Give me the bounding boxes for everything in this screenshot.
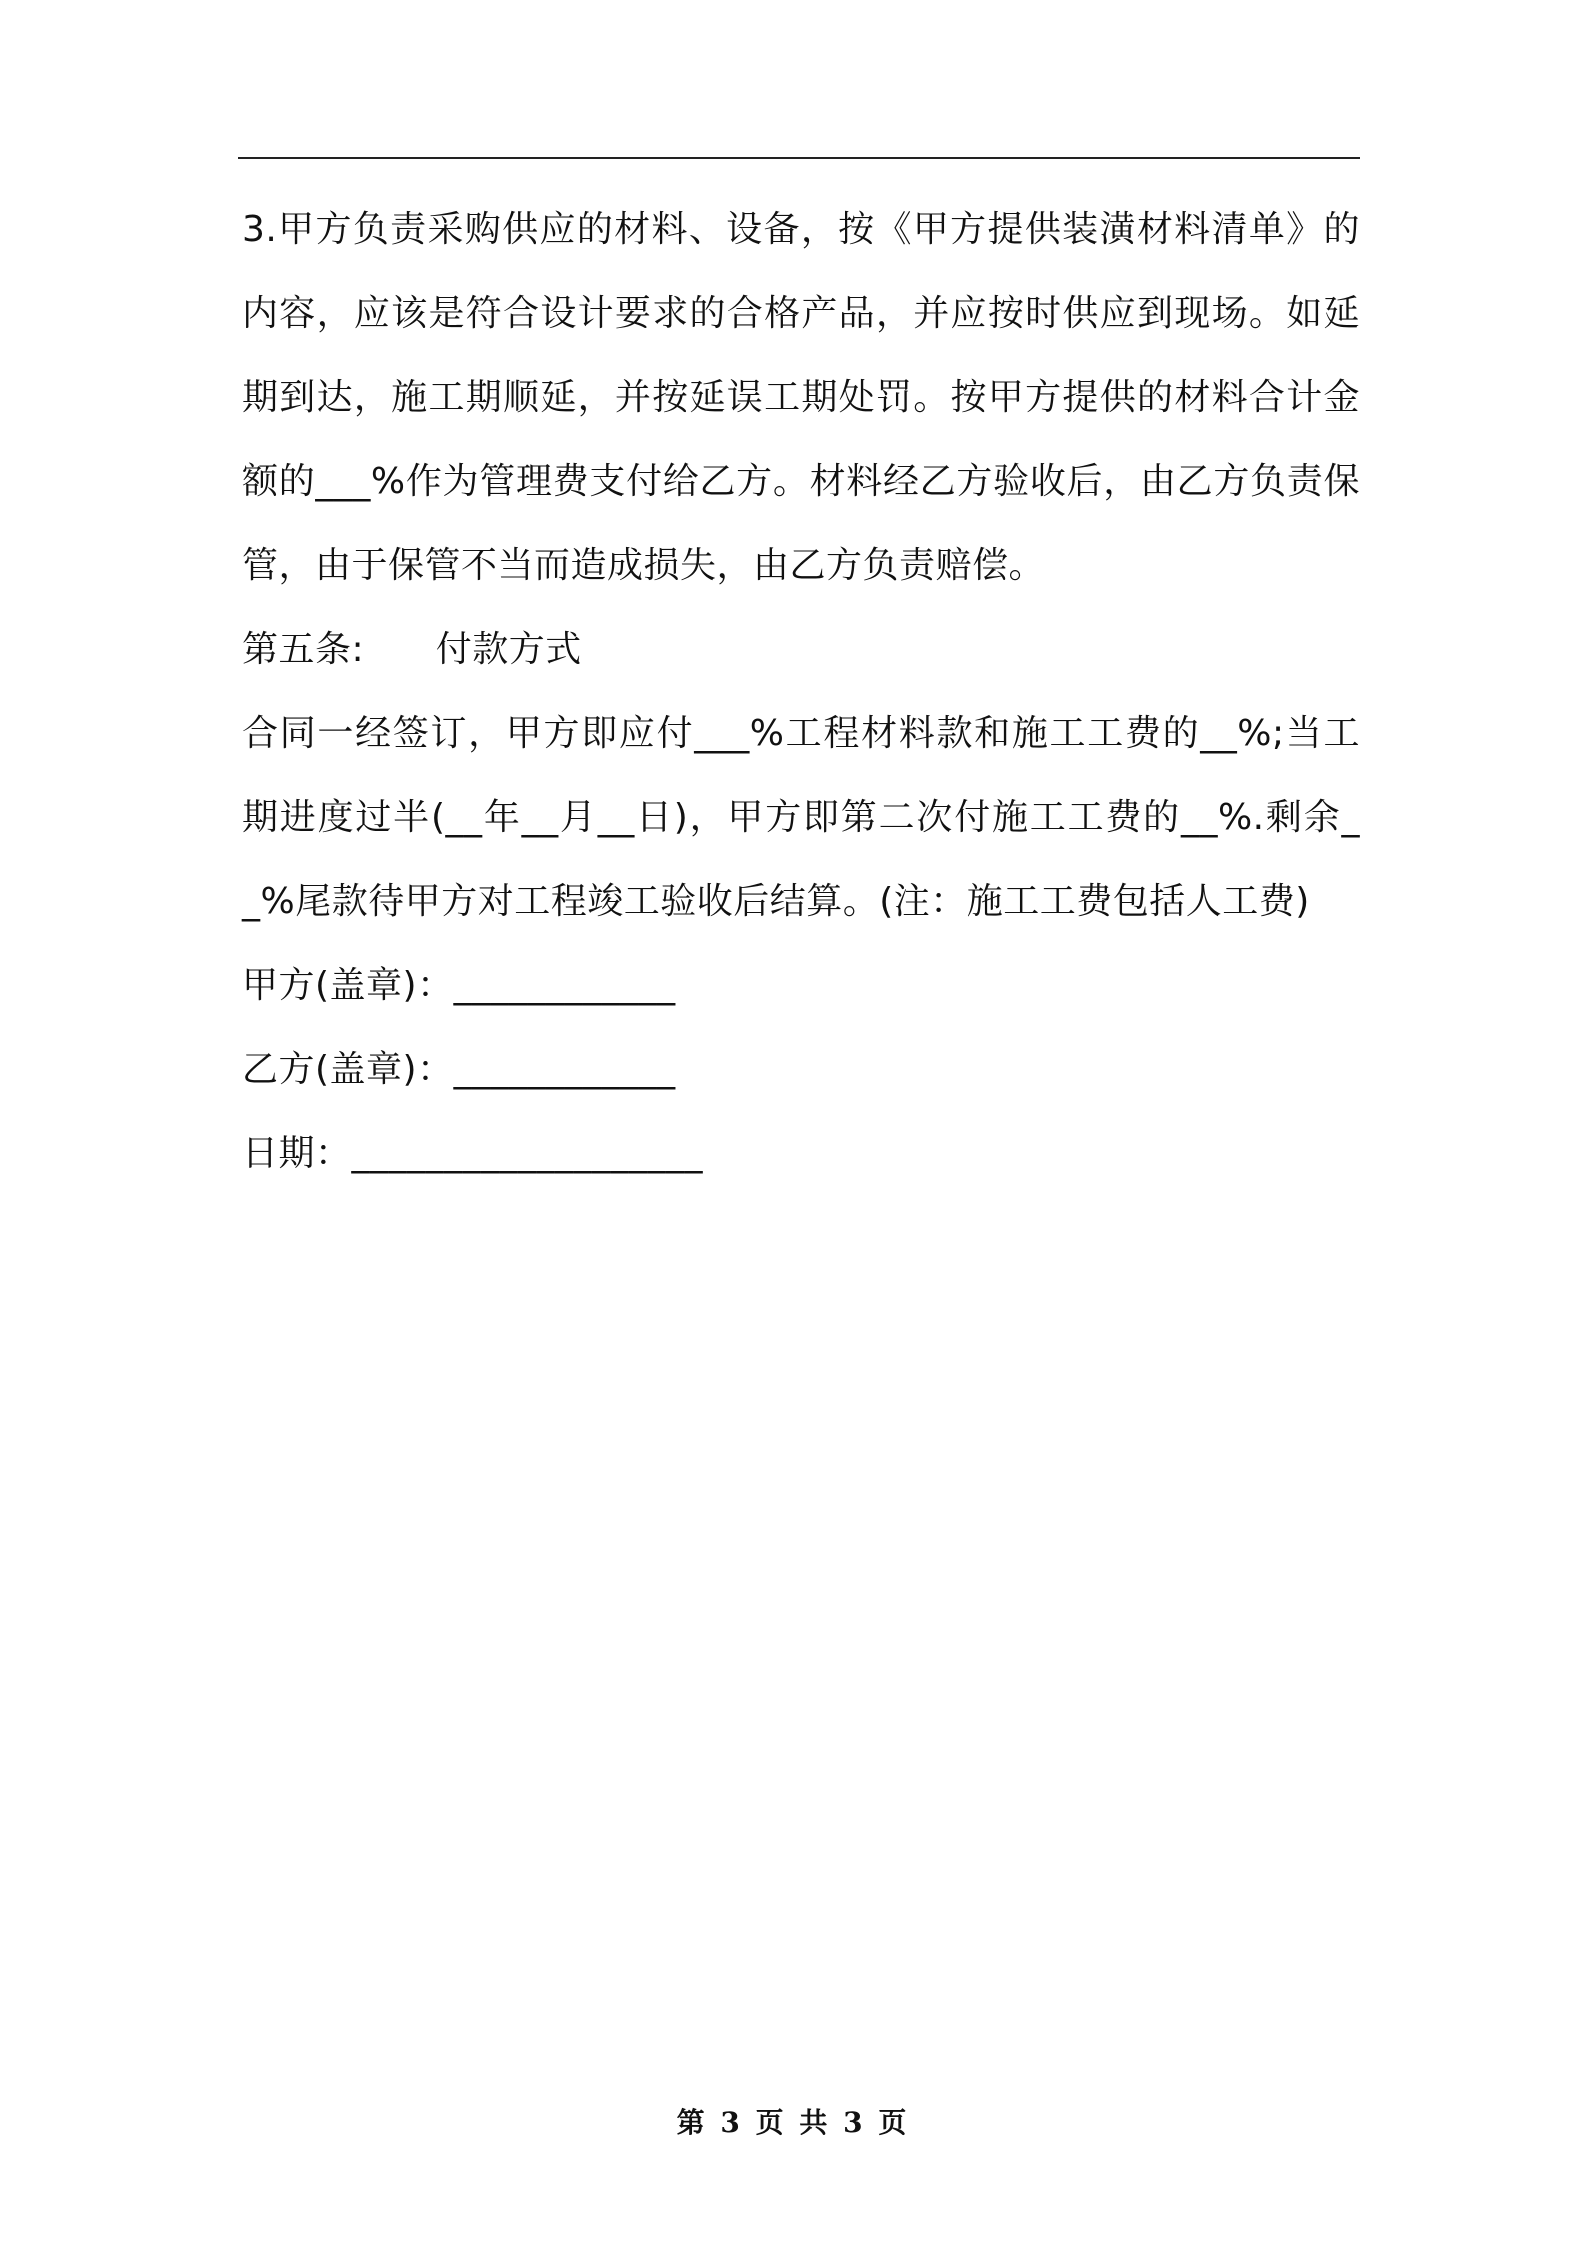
- party-b-seal-line: 乙方(盖章)：____________: [242, 1049, 676, 1090]
- header-rule: [238, 157, 1360, 159]
- page-indicator: 第 3 页 共 3 页: [676, 2106, 910, 2139]
- article-5-heading: 第五条: 付款方式: [242, 629, 582, 670]
- paragraph-payment-terms: 合同一经签订，甲方即应付___%工程材料款和施工工费的__%;当工期进度过半(__年__月__日)，甲方即第二次付施工工费的__%.剩余__%尾款待甲方对工程竣工验收后结算。(注：施工工费包括人工费): [242, 713, 1360, 922]
- party-a-seal-line: 甲方(盖章)：____________: [242, 965, 676, 1006]
- date-line: 日期：___________________: [242, 1133, 704, 1174]
- paragraph-materials-supply: 3.甲方负责采购供应的材料、设备，按《甲方提供装潢材料清单》的内容，应该是符合设计要求的合格产品，并应按时供应到现场。如延期到达，施工期顺延，并按延误工期处罚。按甲方提供的材料合计金额的___%作为管理费支付给乙方。材料经乙方验收后，由乙方负责保管，由于保管不当而造成损失，由乙方负责赔偿。: [242, 209, 1360, 586]
- document-body: [242, 188, 1360, 1196]
